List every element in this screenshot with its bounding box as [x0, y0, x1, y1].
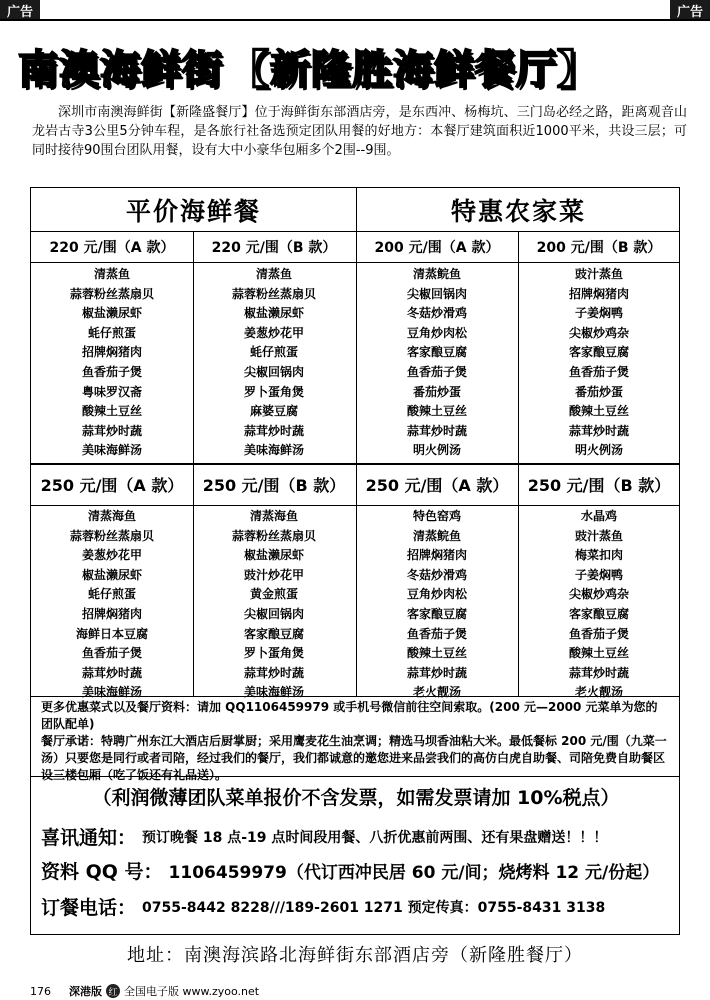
dish-item: 鱼香茄子煲: [406, 626, 467, 641]
price-note: （利润微薄团队菜单报价不含发票，如需发票请加 10%税点）: [92, 787, 620, 809]
address: 地址：南澳海滨路北海鲜街东部酒店旁（新隆胜餐厅）: [127, 945, 583, 966]
dish-item: 粤味罗汉斋: [81, 384, 142, 399]
dish-item: 尖椒回锅肉: [406, 286, 467, 301]
dish-item: 美味海鲜汤: [81, 443, 142, 458]
dish-item: 清蒸海鱼: [249, 509, 298, 523]
dish-item: 海鲜日本豆腐: [75, 626, 148, 641]
dish-item: 蒜茸炒时蔬: [81, 423, 142, 438]
dish-item: 尖椒炒鸡杂: [568, 587, 629, 602]
order-text: 0755-8442 8228///189-2601 1271 预定传真：0755-8431 3138: [142, 899, 606, 916]
news-text: 预订晚餐 18 点-19 点时间段用餐、八折优惠前两围、还有果盘赠送！！！: [142, 829, 608, 846]
dish-item: 招牌焖猪肉: [568, 286, 629, 301]
headline-street: 南澳海鲜街: [18, 46, 223, 93]
news-label: 喜讯通知：: [41, 827, 137, 849]
dish-item: 蒜茸炒时蔬: [81, 665, 142, 680]
dish-item: 酸辣土豆丝: [568, 646, 629, 661]
package-header: 250 元/围（A 款）: [40, 476, 184, 495]
headline: [18, 38, 698, 94]
dish-item: 冬菇炒滑鸡: [406, 306, 467, 321]
dish-item: 清蒸鱼: [255, 267, 292, 281]
section-title-farmhouse: 特惠农家菜: [450, 196, 586, 226]
dish-item: 酸辣土豆丝: [406, 404, 467, 419]
dish-item: 蒜茸炒时蔬: [568, 665, 629, 680]
dish-item: 鱼香茄子煲: [81, 646, 142, 661]
dish-item: 尖椒回锅肉: [243, 607, 304, 621]
dish-item: 酸辣土豆丝: [81, 404, 142, 419]
package-header: 220 元/围（A 款）: [49, 239, 175, 256]
package-header: 250 元/围（B 款）: [202, 476, 346, 495]
dish-item: 蒜茸炒时蔬: [568, 423, 629, 438]
notes-more-info: 更多优惠菜式以及餐厅资料：请加 QQ1106459979 或手机号微信前往空间索取。(200 元—2000 元菜单为您的团队配单): [41, 700, 658, 731]
dish-item: 清蒸鱼: [93, 267, 130, 281]
ad-label-right: 广告: [670, 0, 710, 20]
dish-item: 子姜焖鸭: [574, 306, 623, 321]
notes-section: [30, 697, 680, 782]
dish-item: 姜葱炒花甲: [81, 548, 142, 563]
dish-item: 蚝仔煎蛋: [87, 587, 136, 602]
dish-item: 客家酿豆腐: [406, 607, 467, 621]
dish-item: 豉汁蒸鱼: [574, 267, 623, 281]
news-line: [41, 823, 676, 850]
dish-item: 黄金煎蛋: [249, 587, 298, 602]
edition-badge-icon: 红: [106, 984, 120, 998]
dish-item: 蒜茸炒时蔬: [406, 665, 467, 680]
dish-item: 罗卜蛋角煲: [243, 384, 304, 399]
dish-item: 冬菇炒滑鸡: [406, 567, 467, 582]
header-divider: [31, 262, 679, 263]
dish-item: 尖椒回锅肉: [243, 365, 304, 379]
intro-paragraph: 深圳市南澳海鲜街【新隆盛餐厅】位于海鲜街东部酒店旁，是东西冲、杨梅坑、三门岛必经之路，距离观音山龙岩古寺3公里5分钟车程，是各旅行社备选预定团队用餐的好地方：本餐厅建筑面积近1000平米，共设三层；可同时接待90围台团队用餐，设有大中小豪华包厢多个2围--9围。: [32, 105, 687, 158]
dish-item: 蒜茸炒时蔬: [406, 423, 467, 438]
order-label: 订餐电话：: [41, 897, 137, 919]
dish-item: 蚝仔煎蛋: [249, 345, 298, 360]
dish-item: 客家酿豆腐: [568, 345, 629, 360]
edition-label: 深港版: [69, 985, 102, 998]
info-section: [30, 777, 680, 935]
dish-item: 蒜茸炒时蔬: [243, 423, 304, 438]
top-divider: [0, 19, 710, 21]
dish-item: 招牌焖猪肉: [406, 548, 467, 563]
menu-table: [30, 187, 680, 700]
dish-item: 客家酿豆腐: [568, 607, 629, 621]
ad-label-left: 广告: [0, 0, 40, 20]
dish-item: 麻婆豆腐: [249, 404, 298, 419]
section-title-seafood: 平价海鲜餐: [125, 196, 261, 226]
dish-item: 尖椒炒鸡杂: [568, 325, 629, 340]
dish-item: 清蒸鲩鱼: [412, 528, 461, 543]
dish-item: 椒盐濑尿虾: [81, 567, 142, 582]
dish-item: 酸辣土豆丝: [406, 646, 467, 661]
package-header: 250 元/围（B 款）: [527, 476, 671, 495]
qq-line: [41, 857, 676, 884]
dish-item: 鱼香茄子煲: [568, 365, 629, 379]
dish-item: 招牌焖猪肉: [81, 607, 142, 621]
headline-restaurant: 【新隆胜海鲜餐厅】: [229, 46, 598, 93]
dish-item: 明火例汤: [574, 443, 623, 458]
package-header: 250 元/围（A 款）: [365, 476, 509, 495]
dish-item: 椒盐濑尿虾: [243, 548, 304, 563]
package-header: 220 元/围（B 款）: [211, 239, 337, 256]
dish-item: 豆角炒肉松: [406, 325, 467, 340]
dish-item: 老火靓汤: [412, 685, 461, 700]
dish-item: 番茄炒蛋: [574, 384, 623, 399]
dish-item: 姜葱炒花甲: [243, 325, 304, 340]
dish-item: 客家酿豆腐: [243, 626, 304, 641]
dish-item: 蒜茸炒时蔬: [243, 665, 304, 680]
dish-item: 水晶鸡: [580, 509, 617, 523]
dish-item: 明火例汤: [412, 443, 461, 458]
qq-text: 1106459979（代订西冲民居 60 元/间；烧烤料 12 元/份起）: [168, 863, 660, 883]
dish-item: 美味海鲜汤: [243, 443, 304, 458]
dish-item: 椒盐濑尿虾: [243, 306, 304, 321]
dish-item: 酸辣土豆丝: [568, 404, 629, 419]
dish-item: 招牌焖猪肉: [81, 345, 142, 360]
dish-item: 老火靓汤: [574, 685, 623, 700]
dish-item: 子姜焖鸭: [574, 567, 623, 582]
dish-item: 美味海鲜汤: [243, 685, 304, 700]
dish-item: 特色窑鸡: [412, 509, 461, 523]
package-header: 200 元/围（B 款）: [536, 239, 662, 256]
notes-promise: 餐厅承诺：特聘广州东江大酒店后厨掌厨；采用鹰麦花生油烹调；精选马坝香油粘大米。最低餐标 200 元/围（九菜一汤）只要您是同行或者司陪，经过我们的餐厅，我们都诚意的邀您进来品尝我们的高仿白虎自助餐、司陪免费自助餐区设三楼包厢（吃了饭还有礼品送）。: [41, 734, 667, 782]
dish-item: 椒盐濑尿虾: [81, 306, 142, 321]
footer: [30, 982, 259, 1000]
dish-item: 清蒸鲩鱼: [412, 267, 461, 281]
page-number: 176: [30, 984, 51, 998]
dish-item: 清蒸海鱼: [87, 509, 136, 523]
dish-item: 番茄炒蛋: [412, 384, 461, 399]
package-header: 200 元/围（A 款）: [374, 239, 500, 256]
order-line: [41, 893, 676, 920]
website-label: 全国电子版 www.zyoo.net: [124, 985, 260, 998]
dish-item: 鱼香茄子煲: [406, 365, 467, 379]
qq-label: 资料 QQ 号：: [41, 861, 163, 883]
dish-item: 梅菜扣肉: [574, 548, 623, 563]
dish-item: 美味海鲜汤: [81, 685, 142, 700]
dish-item: 蒜蓉粉丝蒸扇贝: [69, 286, 154, 301]
dish-item: 鱼香茄子煲: [568, 626, 629, 641]
dish-item: 蒜蓉粉丝蒸扇贝: [231, 528, 316, 543]
dish-item: 蒜蓉粉丝蒸扇贝: [69, 528, 154, 543]
dish-item: 蚝仔煎蛋: [87, 325, 136, 340]
dish-item: 豆角炒肉松: [406, 587, 467, 602]
dish-item: 豉汁炒花甲: [243, 567, 304, 582]
dish-item: 鱼香茄子煲: [81, 365, 142, 379]
dish-item: 客家酿豆腐: [406, 345, 467, 360]
dish-item: 蒜蓉粉丝蒸扇贝: [231, 286, 316, 301]
dish-item: 豉汁蒸鱼: [574, 528, 623, 543]
dish-item: 罗卜蛋角煲: [243, 646, 304, 661]
